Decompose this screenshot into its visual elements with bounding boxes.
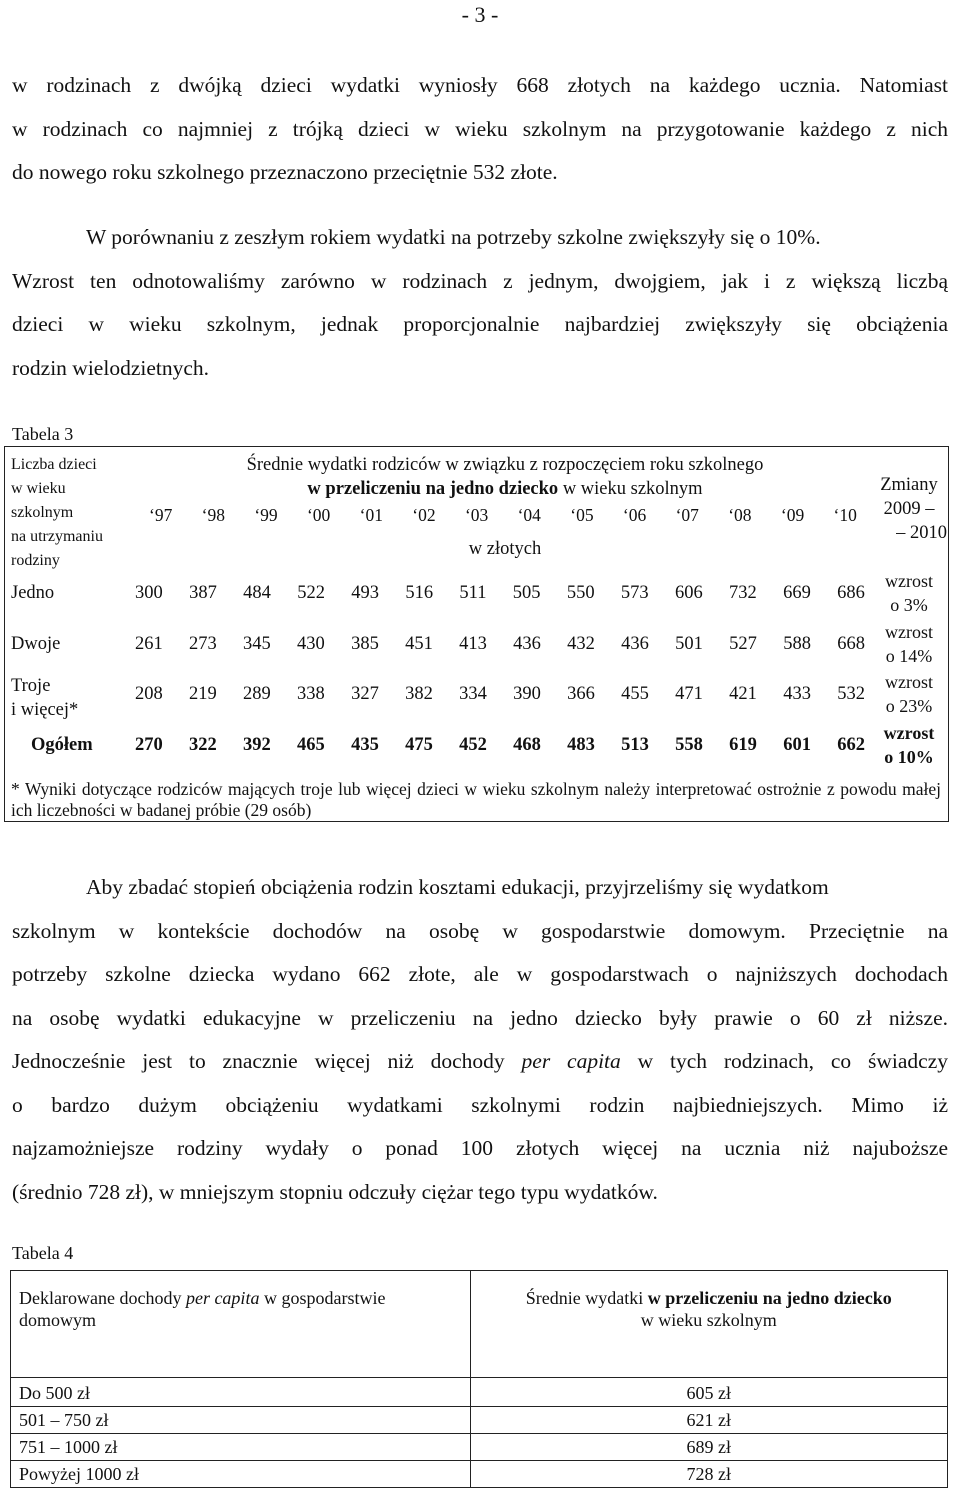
text-run-italic: per capita: [185, 1288, 260, 1308]
value-cell: 668: [837, 634, 865, 654]
text-run-italic: per capita: [521, 1049, 621, 1073]
paragraph-line: (średnio 728 zł), w mniejszym stopniu odczuły ciężar tego typu wydatków.: [12, 1179, 658, 1204]
value-cell: 273: [189, 634, 217, 654]
year-cell: ‘07: [675, 505, 699, 525]
table-4-header: [11, 1271, 948, 1378]
table-4-header-left: [11, 1271, 471, 1378]
paragraph-1: [12, 64, 948, 195]
table-row: [5, 571, 950, 625]
value-cell: 475: [405, 735, 433, 755]
paragraph-line: potrzeby szkolne dziecka wydano 662 złote, ale w gospodarstwach o najniższych dochodach: [12, 962, 948, 986]
title-line: [145, 477, 865, 501]
row-label-line: i więcej*: [11, 700, 79, 720]
value-cell: 588: [783, 634, 811, 654]
page-number: - 3 -: [461, 2, 499, 27]
value-cell: 300: [135, 583, 163, 603]
year-cell: ‘08: [728, 505, 752, 525]
value-cell: 662: [837, 735, 865, 755]
value-cell: 430: [297, 634, 325, 654]
value-cell: 436: [513, 634, 541, 654]
income-cell: Do 500 zł: [11, 1378, 471, 1407]
value-cell: 484: [243, 583, 271, 603]
text-run: w gospodarstwie domowym: [19, 1288, 386, 1330]
value-cell: 366: [567, 684, 595, 704]
unit-label: w złotych: [468, 539, 542, 559]
value-cell: 527: [729, 634, 757, 654]
paragraph-3: [12, 866, 948, 1214]
title-bold: w przeliczeniu na jedno dziecko: [307, 479, 559, 499]
spend-cell: 728 zł: [470, 1461, 947, 1488]
header-line: Liczba dzieci: [11, 456, 97, 473]
change-line: o 3%: [890, 595, 928, 615]
change-cell: [871, 721, 947, 769]
paragraph-line: na osobę wydatki edukacyjne w przeliczeniu na jedno dziecko były prawie o 60 zł niższe.: [12, 1005, 948, 1030]
value-cell: 327: [351, 684, 379, 704]
text-run: w wieku szkolnym: [640, 1310, 777, 1330]
value-cell: 382: [405, 684, 433, 704]
value-cell: 270: [135, 735, 163, 755]
title-rest: w wieku szkolnym: [558, 479, 703, 499]
value-cell: 289: [243, 684, 271, 704]
paragraph-line: do nowego roku szkolnego przeznaczono przeciętnie 532 złote.: [12, 160, 558, 184]
text-run: w tych rodzinach, co świadczy: [620, 1049, 948, 1073]
change-line: o 23%: [885, 696, 933, 716]
table-row: [11, 1407, 948, 1434]
table-3: [4, 446, 949, 822]
text-run: Średnie wydatki: [525, 1288, 648, 1308]
year-cell: ‘03: [464, 505, 489, 525]
value-cell: 493: [351, 583, 379, 603]
change-header: [871, 473, 947, 545]
year-cell: ‘99: [254, 505, 278, 525]
spend-cell: 605 zł: [470, 1378, 947, 1407]
row-label: [11, 674, 78, 722]
paragraph-line: najzamożniejsze rodziny wydały o ponad 100 złotych więcej na ucznia niż najuboższe: [12, 1136, 948, 1160]
table-3-row-header: [11, 453, 103, 573]
income-cell: 751 – 1000 zł: [11, 1434, 471, 1461]
table-row: [5, 672, 950, 726]
paragraph-2: [12, 216, 948, 390]
spend-cell: 621 zł: [470, 1407, 947, 1434]
table-3-footnote: * Wyniki dotyczące rodziców mających troje lub więcej dzieci w wieku szkolnym należy interpretować ostrożnie z powodu małej ich liczebności w badanej próbie (29 osób): [11, 779, 941, 820]
paragraph-line: [12, 1040, 948, 1084]
table-row: [11, 1434, 948, 1461]
value-cell: 465: [297, 735, 325, 755]
paragraph-line: Aby zbadać stopień obciążenia rodzin kosztami edukacji, przyjrzeliśmy się wydatkom: [86, 875, 829, 899]
table-4-caption: Tabela 4: [12, 1243, 74, 1263]
income-cell: Powyżej 1000 zł: [11, 1461, 471, 1488]
year-cell: ‘05: [570, 505, 594, 525]
table-4-header-right: [470, 1271, 947, 1378]
value-cell: 385: [351, 634, 379, 654]
value-cell: 433: [783, 684, 811, 704]
value-cell: 732: [729, 583, 757, 603]
row-values: [131, 583, 869, 604]
value-cell: 432: [567, 634, 595, 654]
paragraph-line: szkolnym w kontekście dochodów na osobę w gospodarstwie domowym. Przeciętnie na: [12, 918, 948, 943]
year-cell: ‘01: [359, 505, 383, 525]
paragraph-line: Wzrost ten odnotowaliśmy zarówno w rodzinach z jednym, dwojgiem, jak i z większą liczbą: [12, 268, 948, 293]
table-3-caption: Tabela 3: [12, 424, 74, 444]
year-header-row: [143, 505, 863, 526]
change-line: wzrost: [885, 571, 933, 591]
paragraph-line: W porównaniu z zeszłym rokiem wydatki na potrzeby szkolne zwiększyły się o 10%.: [86, 225, 821, 249]
year-cell: ‘10: [833, 505, 857, 525]
row-label: Dwoje: [11, 634, 61, 654]
change-line: o 10%: [884, 747, 934, 767]
table-row: [11, 1378, 948, 1407]
value-cell: 436: [621, 634, 649, 654]
paragraph-line: w rodzinach co najmniej z trójką dzieci w wieku szkolnym na przygotowanie każdego z nich: [12, 116, 948, 141]
value-cell: 455: [621, 684, 649, 704]
row-label-line: Troje: [11, 676, 51, 696]
year-cell: ‘02: [412, 505, 436, 525]
value-cell: 390: [513, 684, 541, 704]
header-line: rodziny: [11, 552, 60, 569]
change-line: wzrost: [885, 672, 933, 692]
year-cell: ‘00: [306, 505, 331, 525]
change-cell: [871, 569, 947, 617]
change-cell: [871, 620, 947, 668]
value-cell: 435: [351, 735, 379, 755]
value-cell: 601: [783, 735, 811, 755]
text-run: Deklarowane dochody: [19, 1288, 186, 1308]
value-cell: 505: [512, 583, 541, 603]
value-cell: 573: [620, 583, 649, 603]
value-cell: 511: [459, 583, 487, 603]
change-line: wzrost: [883, 723, 935, 743]
year-cell: ‘06: [622, 505, 647, 525]
header-line: na utrzymaniu: [11, 528, 103, 545]
income-cell: 501 – 750 zł: [11, 1407, 471, 1434]
row-values: [131, 684, 869, 705]
value-cell: 619: [729, 735, 757, 755]
value-cell: 468: [513, 735, 541, 755]
row-label: Jedno: [11, 583, 55, 603]
paragraph-line: rodzin wielodzietnych.: [12, 355, 210, 380]
value-cell: 261: [135, 634, 163, 654]
value-cell: 483: [567, 735, 595, 755]
value-cell: 452: [459, 735, 487, 755]
value-cell: 208: [135, 684, 163, 704]
value-cell: 532: [837, 684, 865, 704]
change-cell: [871, 670, 947, 718]
value-cell: 606: [674, 583, 703, 603]
table-row: [5, 723, 950, 777]
paragraph-line: o bardzo dużym obciążeniu wydatkami szkolnymi rodzin najbiedniejszych. Mimo iż: [12, 1092, 948, 1117]
value-cell: 387: [189, 583, 217, 603]
value-cell: 413: [459, 634, 487, 654]
value-cell: 686: [837, 583, 865, 603]
value-cell: 451: [405, 634, 433, 654]
paragraph-line: dzieci w wieku szkolnym, jednak proporcjonalnie najbardziej zwiększyły się obciążenia: [12, 312, 948, 336]
year-cell: ‘98: [201, 505, 225, 525]
title-line: Średnie wydatki rodziców w związku z rozpoczęciem roku szkolnego: [246, 455, 764, 475]
text-run: Jednocześnie jest to znacznie więcej niż dochody: [12, 1049, 522, 1073]
change-header-line: – 2010: [896, 523, 947, 543]
value-cell: 322: [189, 735, 217, 755]
table-3-title: [145, 453, 865, 501]
paragraph-line: w rodzinach z dwójką dzieci wydatki wyniosły 668 złotych na każdego ucznia. Natomiast: [12, 73, 948, 97]
header-line: szkolnym: [11, 504, 74, 521]
change-header-line: Zmiany: [880, 475, 938, 495]
header-line: w wieku: [11, 480, 66, 497]
value-cell: 421: [729, 684, 757, 704]
change-line: wzrost: [885, 622, 933, 642]
value-cell: 392: [243, 735, 271, 755]
value-cell: 522: [297, 583, 325, 603]
table-row: [11, 1461, 948, 1488]
year-cell: ‘04: [517, 505, 541, 525]
value-cell: 219: [189, 684, 217, 704]
value-cell: 338: [297, 684, 325, 704]
text-run-bold: w przeliczeniu na jedno dziecko: [647, 1288, 892, 1308]
value-cell: 513: [621, 735, 649, 755]
value-cell: 550: [566, 583, 595, 603]
value-cell: 516: [405, 583, 434, 603]
value-cell: 558: [675, 735, 703, 755]
spend-cell: 689 zł: [470, 1434, 947, 1461]
table-4: [10, 1270, 948, 1488]
value-cell: 501: [675, 634, 703, 654]
value-cell: 345: [243, 634, 271, 654]
table-row: [5, 622, 950, 676]
year-cell: ‘97: [149, 505, 173, 525]
value-cell: 471: [675, 684, 703, 704]
change-line: o 14%: [885, 646, 933, 666]
row-values: [131, 634, 869, 655]
value-cell: 334: [459, 684, 487, 704]
year-cell: ‘09: [780, 505, 805, 525]
row-values: [131, 735, 869, 756]
row-label: Ogółem: [31, 735, 93, 755]
change-header-line: 2009 –: [883, 499, 935, 519]
value-cell: 669: [783, 583, 811, 603]
